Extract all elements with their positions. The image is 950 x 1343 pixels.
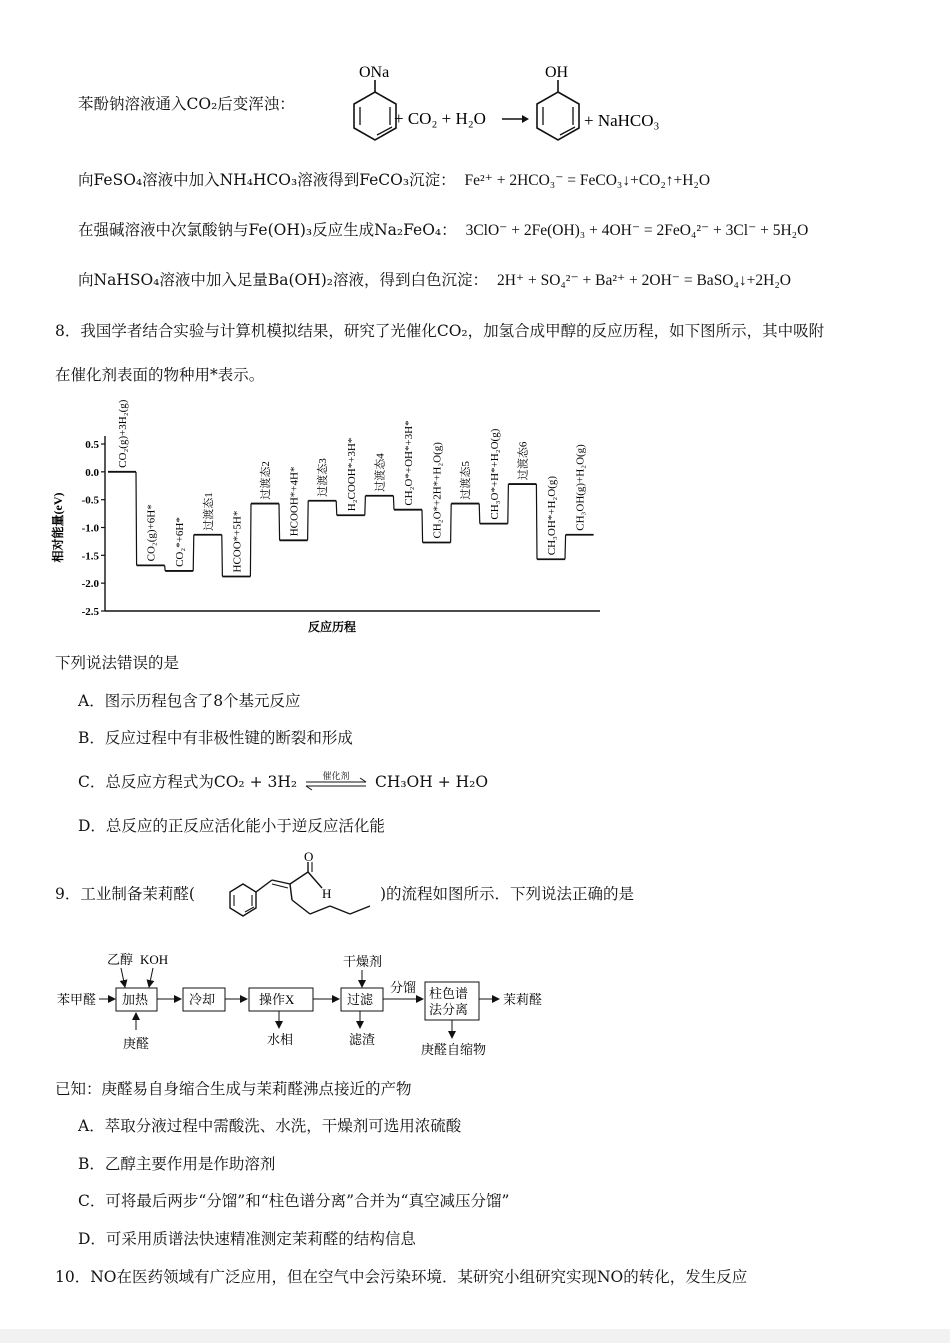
y-tick-label: -1.0: [81, 522, 99, 535]
q7-option-b-equation: Fe²⁺ + 2HCO₃⁻ = FeCO₃↓+CO₂↑+H₂O: [464, 172, 711, 189]
level-label: 过渡态1: [202, 492, 215, 531]
q7-option-a-text: 苯酚钠溶液通入CO₂后变浑浊：: [78, 95, 295, 113]
filtration-label: 过滤: [347, 992, 374, 1007]
q9-stem-prefix: 9．工业制备茉莉醛(: [55, 885, 195, 903]
energy-connector: [193, 535, 194, 571]
equilibrium-arrow: [302, 773, 370, 793]
energy-profile-chart: [50, 395, 610, 645]
input-benzaldehyde: 苯甲醛: [57, 992, 97, 1007]
bottom-edge: [0, 1329, 950, 1343]
level-label: CH₃OH(g)+H₂O(g): [574, 444, 587, 531]
y-tick-label: -2.5: [81, 606, 99, 618]
x-axis-label: 反应历程: [307, 620, 357, 634]
q7-option-d-equation: 2H⁺ + SO₄²⁻ + Ba²⁺ + 2OH⁻ = BaSO₄↓+2H₂O: [496, 272, 791, 289]
y-tick-label: -2.0: [81, 578, 99, 591]
y-tick-label: -1.5: [81, 550, 99, 563]
phenoxide-reaction: [330, 58, 690, 150]
chromatography-label-2: 法分离: [429, 1002, 469, 1017]
energy-connector: [393, 496, 394, 510]
phenol-structure: [537, 64, 579, 140]
level-label: CO₂(g)+3H₂(g): [117, 399, 129, 468]
products-plus: + NaHCO₃: [584, 111, 660, 130]
q9-known: 已知：庚醛易自身缩合生成与茉莉醛沸点接近的产物: [55, 1080, 412, 1098]
level-label: CO₂*+6H*: [174, 517, 187, 567]
q8-option-c-reactants: C．总反应方程式为CO₂ + 3H₂: [78, 773, 298, 791]
q8-stem-line2: 在催化剂表面的物种用*表示。: [55, 366, 265, 384]
q7-option-b-text: 向FeSO₄溶液中加入NH₄HCO₃溶液得到FeCO₃沉淀：: [78, 171, 456, 189]
y-tick-label: -0.5: [81, 494, 99, 507]
q8-option-d: D．总反应的正反应活化能小于逆反应活化能: [78, 817, 385, 835]
energy-connector: [536, 484, 537, 559]
cooling-label: 冷却: [189, 992, 216, 1007]
energy-connector: [336, 501, 337, 515]
energy-connector: [250, 504, 251, 577]
q9-option-b: B．乙醇主要作用是作助溶剂: [78, 1155, 276, 1173]
fractional-distillation-label: 分馏: [390, 980, 417, 995]
y-axis-label: 相对能量(eV): [51, 492, 65, 563]
carbonyl-oxygen-label: O: [304, 849, 314, 864]
level-label: HCOO*+5H*: [231, 510, 244, 573]
q7-option-c-text: 在强碱溶液中次氯酸钠与Fe(OH)₃反应生成Na₂FeO₄：: [78, 221, 457, 239]
input-desiccant: 干燥剂: [343, 954, 383, 969]
reactant-substituent: ONa: [359, 64, 390, 81]
q8-option-a: A．图示历程包含了8个基元反应: [78, 692, 301, 710]
level-label: CH₃OH*+H₂O(g): [546, 475, 558, 556]
energy-connector: [365, 496, 366, 515]
level-label: CH₂O*+2H*+H₂O(g): [431, 442, 444, 539]
energy-connector: [479, 504, 480, 524]
energy-connector: [222, 535, 223, 577]
self-condensate-output: 庚醛自缩物: [421, 1042, 487, 1057]
q7-option-b: [78, 169, 710, 192]
level-label: CO₂(g)+6H*: [145, 504, 158, 562]
y-tick-label: 0.5: [85, 439, 99, 451]
q9-stem-suffix: )的流程如图所示．下列说法正确的是: [380, 885, 635, 903]
level-label: 过渡态6: [517, 441, 530, 481]
q8-option-b: B．反应过程中有非极性键的断裂和形成: [78, 729, 353, 747]
level-label: CH₂O*+OH*+3H*: [403, 420, 415, 506]
residue-output: 滤渣: [349, 1032, 376, 1047]
level-label: 过渡态2: [260, 461, 272, 500]
input-koh: KOH: [140, 952, 169, 967]
energy-connector: [422, 510, 423, 543]
q8-stem-line1: 8．我国学者结合实验与计算机模拟结果，研究了光催化CO₂，加氢合成甲醇的反应历程，如下图所示，其中吸附: [55, 322, 825, 340]
level-label: 过渡态5: [460, 461, 473, 500]
level-label: 过渡态4: [374, 453, 387, 492]
level-label: HCOOH*+4H*: [288, 466, 301, 537]
q8-option-c: [78, 771, 488, 793]
energy-connector: [279, 504, 280, 541]
q9-option-a: A．萃取分液过程中需酸洗、水洗，干燥剂可选用浓硫酸: [78, 1117, 462, 1135]
product-jasminaldehyde: 茉莉醛: [503, 992, 543, 1007]
q10-stem: 10．NO在医药领域有广泛应用，但在空气中会污染环境．某研究小组研究实现NO的转化，发生反应: [55, 1268, 748, 1286]
reactants-plus: + CO₂ + H₂O: [394, 109, 486, 128]
energy-connector: [165, 565, 166, 571]
operation-x-label: 操作X: [259, 992, 295, 1007]
input-heptanal: 庚醛: [123, 1036, 150, 1051]
aldehyde-hydrogen-label: H: [322, 886, 332, 901]
q7-option-c: [78, 219, 808, 242]
level-label: H₂COOH*+3H*: [345, 437, 358, 512]
sodium-phenoxide-structure: [354, 64, 396, 140]
q7-option-d: [78, 269, 791, 292]
level-label: 过渡态3: [317, 458, 330, 497]
energy-connector: [451, 504, 452, 543]
q7-option-d-text: 向NaHSO₄溶液中加入足量Ba(OH)₂溶液，得到白色沉淀：: [78, 271, 489, 289]
energy-connector: [308, 501, 309, 541]
catalyst-label: 催化剂: [322, 772, 350, 782]
y-tick-label: 0.0: [85, 466, 99, 479]
heating-label: 加热: [122, 992, 149, 1007]
jasminaldehyde-structure: [210, 848, 380, 920]
q7-option-a: [78, 93, 295, 115]
q9-option-c: C．可将最后两步“分馏”和“柱色谱分离”合并为“真空减压分馏”: [78, 1192, 510, 1210]
input-ethanol: 乙醇: [107, 952, 134, 967]
energy-connector: [136, 472, 137, 566]
q7-option-c-equation: 3ClO⁻ + 2Fe(OH)₃ + 4OH⁻ = 2FeO₄²⁻ + 3Cl⁻ + 5H₂O: [465, 222, 809, 239]
process-flow-diagram: [55, 948, 615, 1060]
aqueous-phase-output: 水相: [267, 1032, 294, 1047]
product-substituent: OH: [545, 64, 569, 81]
chromatography-label-1: 柱色谱: [429, 986, 469, 1001]
reaction-arrow: [502, 115, 529, 123]
q8-option-c-products: CH₃OH + H₂O: [374, 773, 489, 791]
level-label: CH₃O*+H*+H₂O(g): [488, 428, 501, 520]
q8-question: 下列说法错误的是: [55, 654, 180, 672]
energy-connector: [565, 535, 566, 559]
energy-connector: [508, 484, 509, 524]
q9-option-d: D．可采用质谱法快速精准测定茉莉醛的结构信息: [78, 1230, 416, 1248]
